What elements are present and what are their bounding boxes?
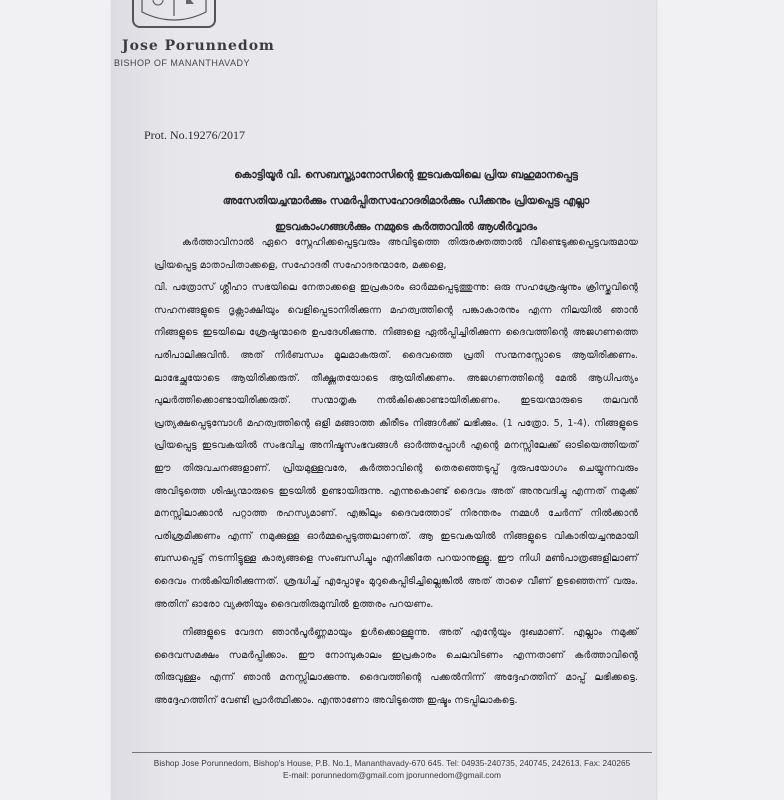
letterhead-title: BISHOP OF MANANTHAVADY — [114, 58, 251, 68]
letterhead-name: Jose Porunnedom — [122, 38, 275, 54]
salutation-block — [186, 162, 626, 240]
paragraph-closing: നിങ്ങളുടെ വേദന ഞാൻപൂർണ്ണമായും ഉൾക്കൊള്ളുന്നു. അത് എന്റേയും ദുഃഖമാണ്. എല്ലാം നമുക്ക് ദൈവസമക്ഷം സമർപ്പിക്കാം. ഈ നോമ്പുകാലം ഇപ്രകാരം ചെലവിടണം എന്നതാണ് കർത്താവിന്റെ തിരുവുള്ളം എന്ന് ഞാൻ മനസ്സിലാക്കുന്നു. ദൈവത്തിന്റെ പക്കൽനിന്ന് അദ്ദേഹത്തിന് മാപ്പ് ലഭിക്കട്ടെ. അദ്ദേഹത്തിന് വേണ്ടി പ്രാർത്ഥിക്കാം. എന്താണോ അവിടുത്തെ ഇഷ്ടം നടപ്പിലാകട്ടെ. — [154, 627, 638, 706]
paragraph-greeting: കർത്താവിനാൽ ഏറെ സ്നേഹിക്കപ്പെട്ടവരും അവിടുത്തെ തിരുരക്തത്താൽ വീണ്ടെടുക്കപ്പെട്ടവരുമായ പ്രിയപ്പെട്ട മാതാപിതാക്കളെ, സഹോദരീ സഹോദരന്മാരേ, മക്കളെ, — [154, 237, 638, 271]
footer-address: Bishop Jose Porunnedom, Bishop's House, P.B. No.1, Mananthavady-670 645. Tel: 04935-240735, 240745, 242613. Fax: 240265 — [153, 758, 631, 768]
salutation-line: ഇടവകാംഗങ്ങൾക്കും നമ്മുടെ കർത്താവിൽ ആശീർവ്വാദം — [275, 221, 537, 233]
letter-body — [154, 232, 638, 712]
salutation-line: കൊട്ടിയൂർ വി. സെബസ്ത്യാനോസിന്റെ ഇടവകയിലെ പ്രിയ ബഹുമാനപ്പെട്ട — [234, 169, 578, 181]
footer-divider — [132, 752, 652, 753]
letter-page — [112, 0, 656, 800]
diocese-emblem-icon — [132, 0, 216, 28]
footer-email: E-mail: porunnedom@gmail.com jporunnedom@gmail.com — [283, 770, 501, 780]
background-right — [656, 0, 784, 800]
background-left — [0, 0, 112, 800]
salutation-line: അസേതിയച്ചന്മാർക്കും സമർപ്പിതസഹോദരിമാർക്കും ഡീക്കനും പ്രിയപ്പെട്ട എല്ലാ — [222, 195, 590, 207]
paragraph-main: വി. പത്രോസ് ശ്ലീഹാ സഭയിലെ നേതാക്കളെ ഇപ്രകാരം ഓർമ്മപ്പെടുത്തുന്നു: ഒരു സഹശ്രേഷ്ഠനും ക്രിസ്തുവിന്റെ സഹനങ്ങളുടെ ദൃക്സാക്ഷിയും വെളിപ്പെടാനിരിക്കുന്ന മഹത്വത്തിന്റെ പങ്കാകാരനും എന്ന നിലയിൽ ഞാൻ നിങ്ങളുടെ ഇടയിലെ ശ്രേഷ്ഠന്മാരെ ഉപദേശിക്കുന്നു. നിങ്ങളെ ഏൽപ്പിച്ചിരിക്കുന്ന ദൈവത്തിന്റെ അജഗണത്തെ പരിപാലിക്കുവിൻ. അത് നിർബന്ധം മൂലമാകരുത്. ദൈവത്തെ പ്രതി സന്മനസ്സോടെ ആയിരിക്കണം. ലാഭേച്ഛയോടെ ആയിരിക്കരുത്. തീക്ഷ്ണതയോടെ ആയിരിക്കണം. അജഗണത്തിന്റെ മേൽ ആധിപത്യം പുലർത്തിക്കൊണ്ടായിരിക്കരുത്. സന്മാതൃക നൽകിക്കൊണ്ടായിരിക്കണം. ഇടയന്മാരുടെ തലവൻ പ്രത്യക്ഷപ്പെടുമ്പോൾ മഹത്വത്തിന്റെ ഒളി മങ്ങാത്ത കിരീടം നിങ്ങൾക്ക് ലഭിക്കും. (1 പത്രോ. 5, 1-4). നിങ്ങളുടെ പ്രിയപ്പെട്ട ഇടവകയിൽ സംഭവിച്ച അനിഷ്ടസംഭവങ്ങൾ ഓർത്തപ്പോൾ എന്റെ മനസ്സിലേക്ക് ഓടിയെത്തിയത് ഈ തിരുവചനങ്ങളാണ്. പ്രിയമുള്ളവരേ, കർത്താവിന്റെ തെരഞ്ഞെടുപ്പ് ദുരുപയോഗം ചെയ്യുന്നവരും അവിടുത്തെ ശിഷ്യന്മാരുടെ ഇടയിൽ ഉണ്ടായിരുന്നു. എന്നുകൊണ്ട് ദൈവം അത് അനുവദിച്ചു എന്നത് നമുക്ക് മനസ്സിലാക്കാൻ പറ്റാത്ത രഹസ്യമാണ്. എങ്കിലും ദൈവത്തോട് നിരന്തരം നമ്മൾ ചേർന്ന് നിൽക്കാൻ പരിശ്രമിക്കണം എന്ന് നമുക്കുള്ള ഓർമ്മപ്പെടുത്തലാണത്. ആ ഇടവകയിൽ നിങ്ങളുടെ വികാരിയച്ചനുമായി ബന്ധപ്പെട്ട് നടന്നിട്ടുള്ള കാര്യങ്ങളെ സംബന്ധിച്ചും എനിക്കിതേ പറയാനുള്ളൂ. ഈ നിധി മൺപാത്രങ്ങളിലാണ് ദൈവം നൽകിയിരിക്കുന്നത്. ശ്രദ്ധിച്ച് എപ്പോഴും മുറുകെപ്പിടിച്ചില്ലെങ്കിൽ അത് താഴെ വീണ് ഉടഞ്ഞെന്ന് വരും. അതിന് ഓരോ വ്യക്തിയും ദൈവതിരുമുമ്പിൽ ഉത്തരം പറയണം. — [154, 282, 638, 610]
reference-number: Prot. No.19276/2017 — [144, 128, 246, 142]
